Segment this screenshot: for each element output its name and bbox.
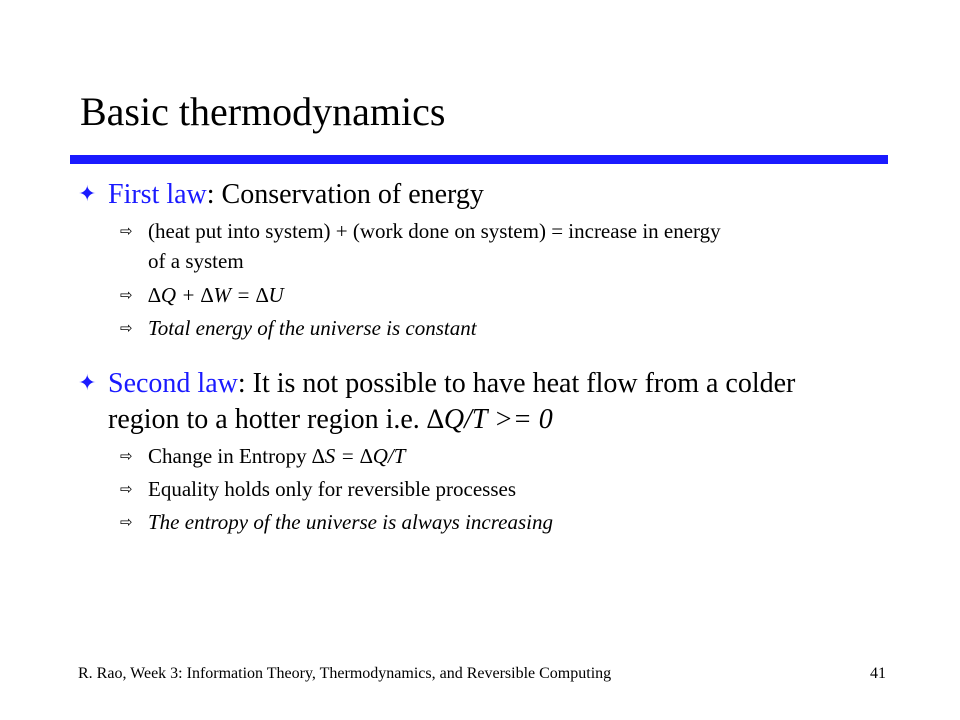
second-law-label: Second law — [108, 368, 238, 399]
second-law-text: : It is not possible to have heat flow from a colder — [237, 368, 796, 399]
title-underline — [70, 155, 888, 164]
hollow-arrow-right-icon: ⇨ — [120, 319, 133, 337]
hollow-arrow-right-icon: ⇨ — [120, 447, 133, 465]
hollow-arrow-right-icon: ⇨ — [120, 480, 133, 498]
entropy-increasing-text: The entropy of the universe is always increasing — [148, 510, 553, 534]
page-number: 41 — [870, 665, 886, 682]
equality-text: Equality holds only for reversible processes — [148, 477, 516, 501]
slide-title: Basic thermodynamics — [80, 89, 446, 134]
four-point-star-icon: ✦ — [78, 182, 97, 207]
total-energy-text: Total energy of the universe is constant — [148, 316, 477, 340]
hollow-arrow-right-icon: ⇨ — [120, 286, 133, 304]
hollow-arrow-right-icon: ⇨ — [120, 222, 133, 240]
subbullet-text: (heat put into system) + (work done on system) = increase in energy — [148, 219, 721, 243]
entropy-equation: ∆S = ∆Q/T — [311, 444, 406, 468]
hollow-arrow-right-icon: ⇨ — [120, 513, 133, 531]
four-point-star-icon: ✦ — [78, 371, 97, 396]
second-law-text-cont: region to a hotter region i.e. — [108, 404, 427, 435]
first-law-text: : Conservation of energy — [206, 179, 484, 210]
first-law-equation: ∆Q + ∆W = ∆U — [148, 283, 284, 307]
subbullet-text-cont: of a system — [148, 249, 244, 273]
entropy-change-text: Change in Entropy — [148, 444, 312, 468]
first-law-label: First law — [108, 179, 207, 210]
slide-footer: R. Rao, Week 3: Information Theory, Thermodynamics, and Reversible Computing — [78, 665, 612, 682]
second-law-inequality: ∆Q/T >= 0 — [426, 404, 553, 435]
